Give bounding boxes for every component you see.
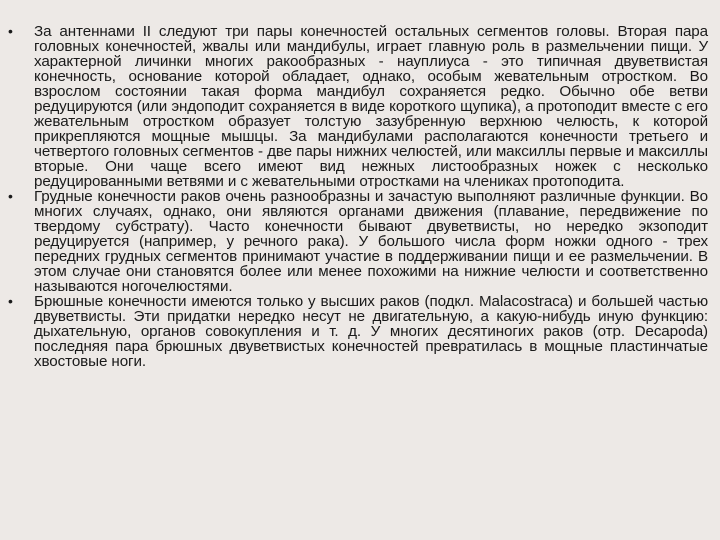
list-item-mouthparts: [8, 24, 708, 189]
bullet-marker: •: [8, 188, 13, 204]
paragraph-abdominal-limbs: Брюшные конечности имеются только у высших раков (подкл. Malacostraca) и большей частью двуветвисты. Эти придатки нередко несут не двигательную, а какую-нибудь иную функцию: дыхательную, органов совокупления и т. д. У многих десятиногих раков (отр. Decapoda) последняя пара брюшных двуветвистых конечностей превратилась в мощные пластинчатые хвостовые ноги.: [34, 293, 708, 370]
list-item-abdominal-limbs: [8, 294, 708, 369]
paragraph-thoracic-limbs: Грудные конечности раков очень разнообразны и зачастую выполняют различные функции. Во многих случаях, однако, они являются органами движения (плавание, передвижение по твердому субстрату). Часто конечности бывают двуветвисты, но нередко экзоподит редуцируется (например, у речного рака). У большого числа форм ножки одного - трех передних грудных сегментов принимают участие в поддерживании пищи и ее размельчении. В этом случае они становятся более или менее похожими на нижние челюсти и соответственно называются ногочелюстями.: [34, 188, 708, 295]
list-item-thoracic-limbs: [8, 189, 708, 294]
bullet-marker: •: [8, 293, 13, 309]
paragraph-mouthparts: За антеннами II следуют три пары конечностей остальных сегментов головы. Вторая пара головных конечностей, жвалы или мандибулы, играет главную роль в размельчении пищи. У характерной личинки многих ракообразных - науплиуса - это типичная двуветвистая конечность, основание которой обладает, однако, особым жевательным отростком. Во взрослом состоянии такая форма мандибул сохраняется редко. Обычно обе ветви редуцируются (или эндоподит сохраняется в виде короткого щупика), а протоподит вместе с его жевательным отростком образует толстую зазубренную верхнюю челюсть, к которой прикрепляются мощные мышцы. За мандибулами располагаются конечности третьего и четвертого головных сегментов - две пары нижних челюстей, или максиллы первые и максиллы вторые. Они чаще всего имеют вид нежных листообразных ножек с несколько редуцированными ветвями и с жевательными отростками на члениках протоподита.: [34, 23, 708, 190]
bullet-marker: •: [8, 23, 13, 39]
bullet-list: [8, 24, 708, 369]
